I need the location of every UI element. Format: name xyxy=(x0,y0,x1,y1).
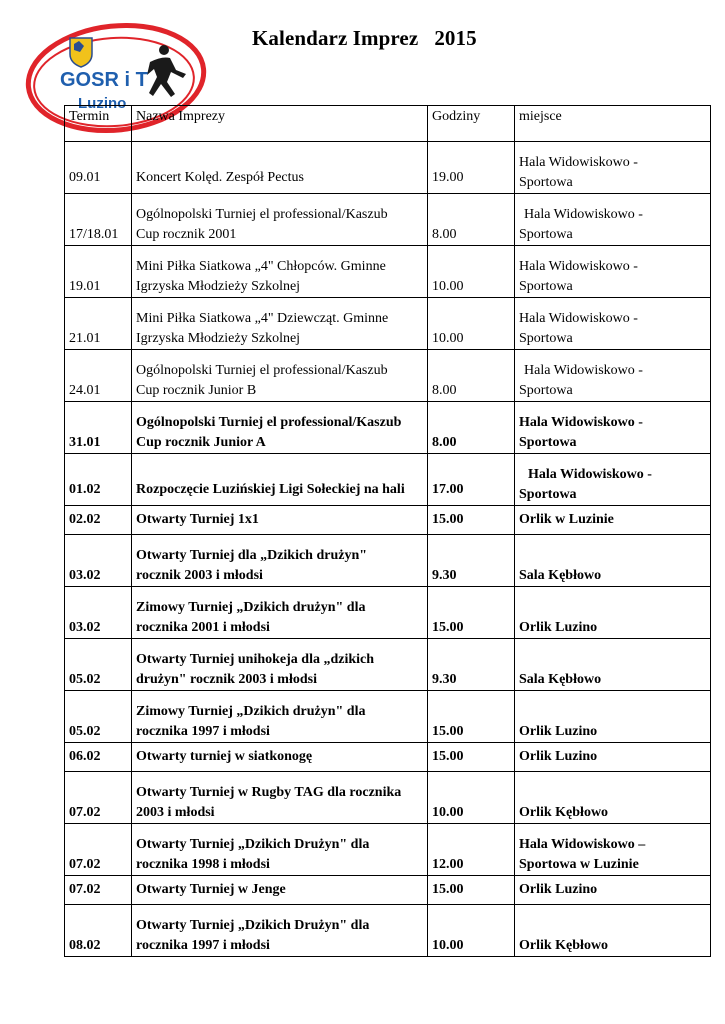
event-name xyxy=(132,587,428,639)
event-place xyxy=(515,298,711,350)
event-name xyxy=(132,194,428,246)
event-name-line: rocznik 2003 i młodsi xyxy=(136,568,263,583)
table-header-row xyxy=(65,106,711,142)
event-hours: 15.00 xyxy=(428,743,515,772)
event-hours: 10.00 xyxy=(428,905,515,957)
column-header-hours: Godziny xyxy=(428,106,515,142)
table-row xyxy=(65,772,711,824)
event-name xyxy=(132,454,428,506)
event-place-line: Sportowa xyxy=(519,331,573,346)
event-name-line: rocznika 2001 i młodsi xyxy=(136,620,270,635)
event-name xyxy=(132,246,428,298)
event-name xyxy=(132,905,428,957)
event-name xyxy=(132,535,428,587)
event-name-line: rocznika 1997 i młodsi xyxy=(136,724,270,739)
event-hours: 15.00 xyxy=(428,876,515,905)
table-row xyxy=(65,639,711,691)
event-name-line: Cup rocznik Junior B xyxy=(136,383,257,398)
event-place xyxy=(515,905,711,957)
event-name-line: Otwarty Turniej 1x1 xyxy=(136,512,259,527)
event-place xyxy=(515,743,711,772)
event-place xyxy=(515,691,711,743)
table-row xyxy=(65,402,711,454)
event-place-line: Sportowa xyxy=(519,435,577,450)
event-date: 07.02 xyxy=(65,824,132,876)
event-date: 21.01 xyxy=(65,298,132,350)
event-place-line: Hala Widowiskowo - xyxy=(528,467,652,482)
event-place-line: Hala Widowiskowo - xyxy=(519,259,638,274)
table-row xyxy=(65,350,711,402)
event-name xyxy=(132,506,428,535)
event-place-line: Sportowa w Luzinie xyxy=(519,857,639,872)
event-name-line: rocznika 1997 i młodsi xyxy=(136,938,270,953)
event-name-line: Koncert Kolęd. Zespół Pectus xyxy=(136,169,304,185)
event-hours: 8.00 xyxy=(428,194,515,246)
column-header-term: Termin xyxy=(65,106,132,142)
event-name xyxy=(132,691,428,743)
event-name-line: Igrzyska Młodzieży Szkolnej xyxy=(136,331,301,346)
event-place-line: Sala Kębłowo xyxy=(519,672,602,687)
event-name xyxy=(132,142,428,194)
event-hours: 9.30 xyxy=(428,535,515,587)
event-name-line: Cup rocznik Junior A xyxy=(136,435,266,450)
event-date: 02.02 xyxy=(65,506,132,535)
event-hours: 10.00 xyxy=(428,772,515,824)
event-place-line: Hala Widowiskowo - xyxy=(519,155,638,170)
event-name-line: Igrzyska Młodzieży Szkolnej xyxy=(136,279,301,294)
event-place xyxy=(515,535,711,587)
event-place-line: Sala Kębłowo xyxy=(519,568,602,583)
event-hours: 8.00 xyxy=(428,402,515,454)
event-name-line: 2003 i młodsi xyxy=(136,805,215,820)
event-name xyxy=(132,402,428,454)
event-name-line: Ogólnopolski Turniej el professional/Kaszub xyxy=(136,363,388,378)
table-row xyxy=(65,298,711,350)
event-name-line: Zimowy Turniej „Dzikich drużyn" dla xyxy=(136,704,366,719)
event-hours: 15.00 xyxy=(428,506,515,535)
event-hours: 8.00 xyxy=(428,350,515,402)
event-name xyxy=(132,639,428,691)
coat-of-arms-icon xyxy=(70,38,92,67)
event-place xyxy=(515,142,711,194)
event-place xyxy=(515,506,711,535)
event-place-line: Sportowa xyxy=(519,383,573,398)
event-place-line: Orlik w Luzinie xyxy=(519,512,614,527)
event-date: 09.01 xyxy=(65,142,132,194)
event-place xyxy=(515,587,711,639)
table-row xyxy=(65,876,711,905)
event-date: 03.02 xyxy=(65,535,132,587)
event-name-line: Ogólnopolski Turniej el professional/Kaszub xyxy=(136,415,402,430)
event-name xyxy=(132,298,428,350)
event-name-line: rocznika 1998 i młodsi xyxy=(136,857,270,872)
event-name-line: Zimowy Turniej „Dzikich drużyn" dla xyxy=(136,600,366,615)
event-place xyxy=(515,194,711,246)
event-place xyxy=(515,639,711,691)
column-header-place: miejsce xyxy=(515,106,711,142)
event-place-line: Hala Widowiskowo - xyxy=(524,207,643,222)
event-name-line: Otwarty Turniej „Dzikich Drużyn" dla xyxy=(136,918,370,933)
event-name xyxy=(132,824,428,876)
event-place xyxy=(515,824,711,876)
event-date: 01.02 xyxy=(65,454,132,506)
event-place-line: Sportowa xyxy=(519,227,573,242)
event-date: 17/18.01 xyxy=(65,194,132,246)
event-date: 08.02 xyxy=(65,905,132,957)
event-hours: 15.00 xyxy=(428,587,515,639)
event-place-line: Orlik Luzino xyxy=(519,882,598,897)
event-date: 31.01 xyxy=(65,402,132,454)
event-place-line: Sportowa xyxy=(519,279,573,294)
event-hours: 15.00 xyxy=(428,691,515,743)
event-date: 06.02 xyxy=(65,743,132,772)
event-place-line: Hala Widowiskowo - xyxy=(519,311,638,326)
event-place-line: Sportowa xyxy=(519,487,577,502)
table-row xyxy=(65,905,711,957)
event-name xyxy=(132,743,428,772)
table-row xyxy=(65,246,711,298)
event-place-line: Orlik Luzino xyxy=(519,620,598,635)
event-place-line: Orlik Kębłowo xyxy=(519,805,609,820)
event-place xyxy=(515,876,711,905)
table-row xyxy=(65,142,711,194)
event-name-line: Otwarty Turniej „Dzikich Drużyn" dla xyxy=(136,837,370,852)
column-header-name: Nazwa Imprezy xyxy=(132,106,428,142)
event-name-line: Rozpoczęcie Luzińskiej Ligi Sołeckiej na hali xyxy=(136,481,405,497)
event-name-line: Cup rocznik 2001 xyxy=(136,227,237,242)
event-place xyxy=(515,772,711,824)
event-hours: 17.00 xyxy=(428,454,515,506)
event-hours: 10.00 xyxy=(428,298,515,350)
event-date: 24.01 xyxy=(65,350,132,402)
event-name xyxy=(132,876,428,905)
event-hours: 9.30 xyxy=(428,639,515,691)
table-row xyxy=(65,535,711,587)
event-place xyxy=(515,402,711,454)
table-row xyxy=(65,454,711,506)
event-name-line: Otwarty Turniej w Rugby TAG dla rocznika xyxy=(136,785,402,800)
event-place xyxy=(515,454,711,506)
logo-brand-text: GOSR i T xyxy=(60,69,148,91)
event-place-line: Hala Widowiskowo - xyxy=(524,363,643,378)
event-date: 07.02 xyxy=(65,876,132,905)
event-name-line: Otwarty Turniej dla „Dzikich drużyn" xyxy=(136,548,368,563)
event-hours: 10.00 xyxy=(428,246,515,298)
table-row xyxy=(65,824,711,876)
event-name-line: Otwarty Turniej w Jenge xyxy=(136,882,286,897)
event-date: 19.01 xyxy=(65,246,132,298)
event-place-line: Orlik Kębłowo xyxy=(519,938,609,953)
events-table xyxy=(64,105,711,957)
table-row xyxy=(65,691,711,743)
event-place-line: Orlik Luzino xyxy=(519,724,598,739)
event-date: 03.02 xyxy=(65,587,132,639)
event-date: 07.02 xyxy=(65,772,132,824)
event-place-line: Orlik Luzino xyxy=(519,749,598,764)
event-place-line: Hala Widowiskowo - xyxy=(519,415,643,430)
table-row xyxy=(65,743,711,772)
event-name-line: Mini Piłka Siatkowa „4" Dziewcząt. Gminne xyxy=(136,311,389,326)
event-name-line: drużyn" rocznik 2003 i młodsi xyxy=(136,672,317,687)
event-name-line: Mini Piłka Siatkowa „4" Chłopców. Gminne xyxy=(136,259,386,274)
event-hours: 19.00 xyxy=(428,142,515,194)
event-place xyxy=(515,246,711,298)
table-row xyxy=(65,506,711,535)
event-name xyxy=(132,772,428,824)
event-name xyxy=(132,350,428,402)
table-row xyxy=(65,194,711,246)
event-place-line: Hala Widowiskowo – xyxy=(519,837,646,852)
event-place-line: Sportowa xyxy=(519,175,573,190)
event-name-line: Otwarty turniej w siatkonogę xyxy=(136,749,313,764)
event-date: 05.02 xyxy=(65,691,132,743)
event-place xyxy=(515,350,711,402)
logo-sub-text: Luzino xyxy=(78,95,127,112)
event-hours: 12.00 xyxy=(428,824,515,876)
table-row xyxy=(65,587,711,639)
event-date: 05.02 xyxy=(65,639,132,691)
event-name-line: Otwarty Turniej unihokeja dla „dzikich xyxy=(136,652,375,667)
event-name-line: Ogólnopolski Turniej el professional/Kaszub xyxy=(136,207,388,222)
page-title: Kalendarz Imprez 2015 xyxy=(252,26,477,50)
